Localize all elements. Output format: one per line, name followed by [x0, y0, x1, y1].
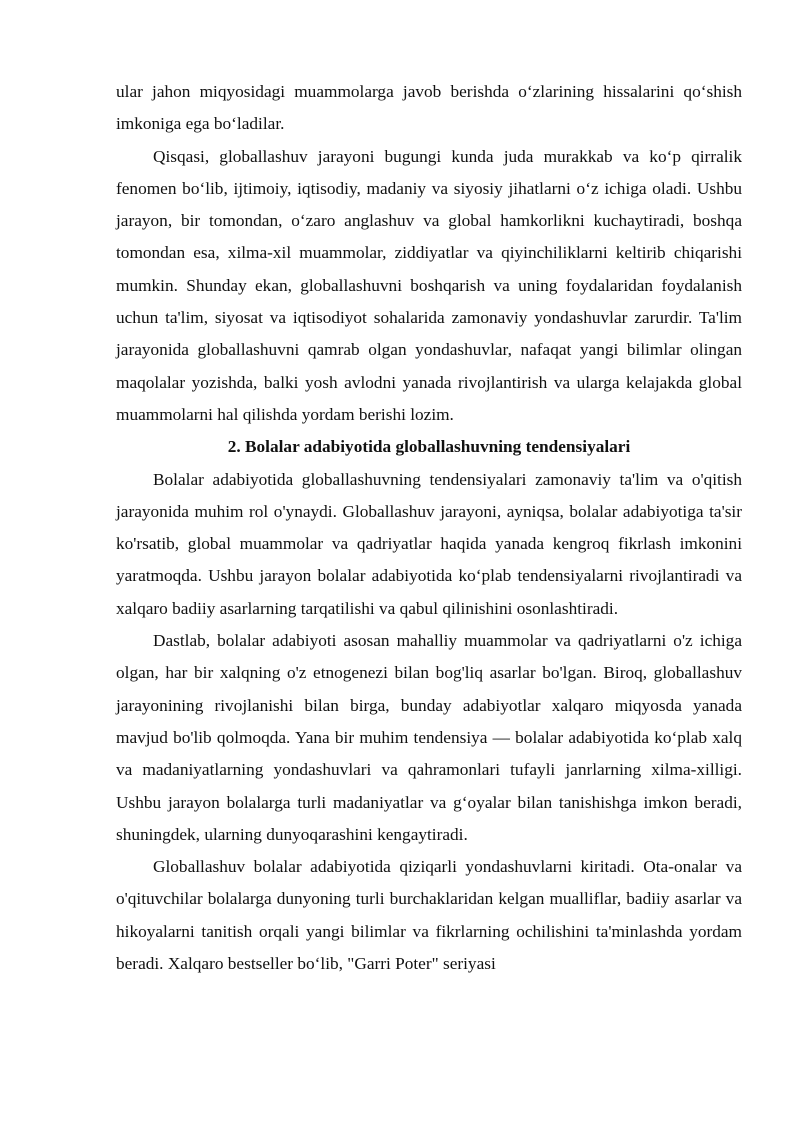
paragraph-continuation: ular jahon miqyosidagi muammolarga javob berishda o‘zlarining hissalarini qo‘shish imkoniga ega bo‘ladilar. [116, 82, 742, 134]
paragraph-summary: Qisqasi, globallashuv jarayoni bugungi kunda juda murakkab va ko‘p qirralik fenomen bo‘lib, ijtimoiy, iqtisodiy, madaniy va siyosiy jihatlarni o‘z ichiga oladi. Ushbu jarayon, bir tomondan, o‘zaro anglashuv va global hamkorlikni kuchaytiradi, boshqa tomondan esa, xilma-xil muammolar, ziddiyatlar va qiyinchiliklarni keltirib chiqarishi mumkin. Shunday ekan, globallashuvni boshqarish va uning foydalaridan foydalanish uchun ta'lim, siyosat va iqtisodiyot sohalarida zamonaviy yondashuvlar zarurdir. Ta'lim jarayonida globallashuvni qamrab olgan yondashuvlar, nafaqat yangi bilimlar olingan maqolalar yozishda, balki yosh avlodni yanada rivojlantirish va ularga kelajakda global muammolarni hal qilishda yordam berishi lozim. [116, 146, 742, 424]
document-body [116, 76, 742, 980]
paragraph-tendencies-intro: Bolalar adabiyotida globallashuvning tendensiyalari zamonaviy ta'lim va o'qitish jarayonida muhim rol o'ynaydi. Globallashuv jarayoni, ayniqsa, bolalar adabiyotiga ta'sir ko'rsatib, global muammolar va qadriyatlar haqida yanada kengroq fikrlash imkonini yaratmoqda. Ushbu jarayon bolalar adabiyotida ko‘plab tendensiyalarni rivojlantiradi va xalqaro badiiy asarlarning tarqatilishi va qabul qilinishini osonlashtiradi. [116, 469, 742, 618]
paragraph-history: Dastlab, bolalar adabiyoti asosan mahalliy muammolar va qadriyatlarni o'z ichiga olgan, har bir xalqning o'z etnogenezi bilan bog'liq asarlar bo'lgan. Biroq, globallashuv jarayonining rivojlanishi bilan birga, bunday adabiyotlar xalqaro miqyosda yanada mavjud bo'lib qolmoqda. Yana bir muhim tendensiya — bolalar adabiyotida ko‘plab xalq va madaniyatlarning yondashuvlari va qahramonlari tufayli janrlarning xilma-xilligi. Ushbu jarayon bolalarga turli madaniyatlar va g‘oyalar bilan tanishishga imkon beradi, shuningdek, ularning dunyoqarashini kengaytiradi. [116, 631, 742, 844]
paragraph-approaches: Globallashuv bolalar adabiyotida qiziqarli yondashuvlarni kiritadi. Ota-onalar va o'qituvchilar bolalarga dunyoning turli burchaklaridan kelgan mualliflar, badiiy asarlar va hikoyalarni tanitish orqali yangi bilimlar va fikrlarning ochilishini ta'minlashda yordam beradi. Xalqaro bestseller bo‘lib, "Garri Poter" seriyasi [116, 857, 742, 974]
section-heading: 2. Bolalar adabiyotida globallashuvning tendensiyalari [227, 437, 631, 457]
